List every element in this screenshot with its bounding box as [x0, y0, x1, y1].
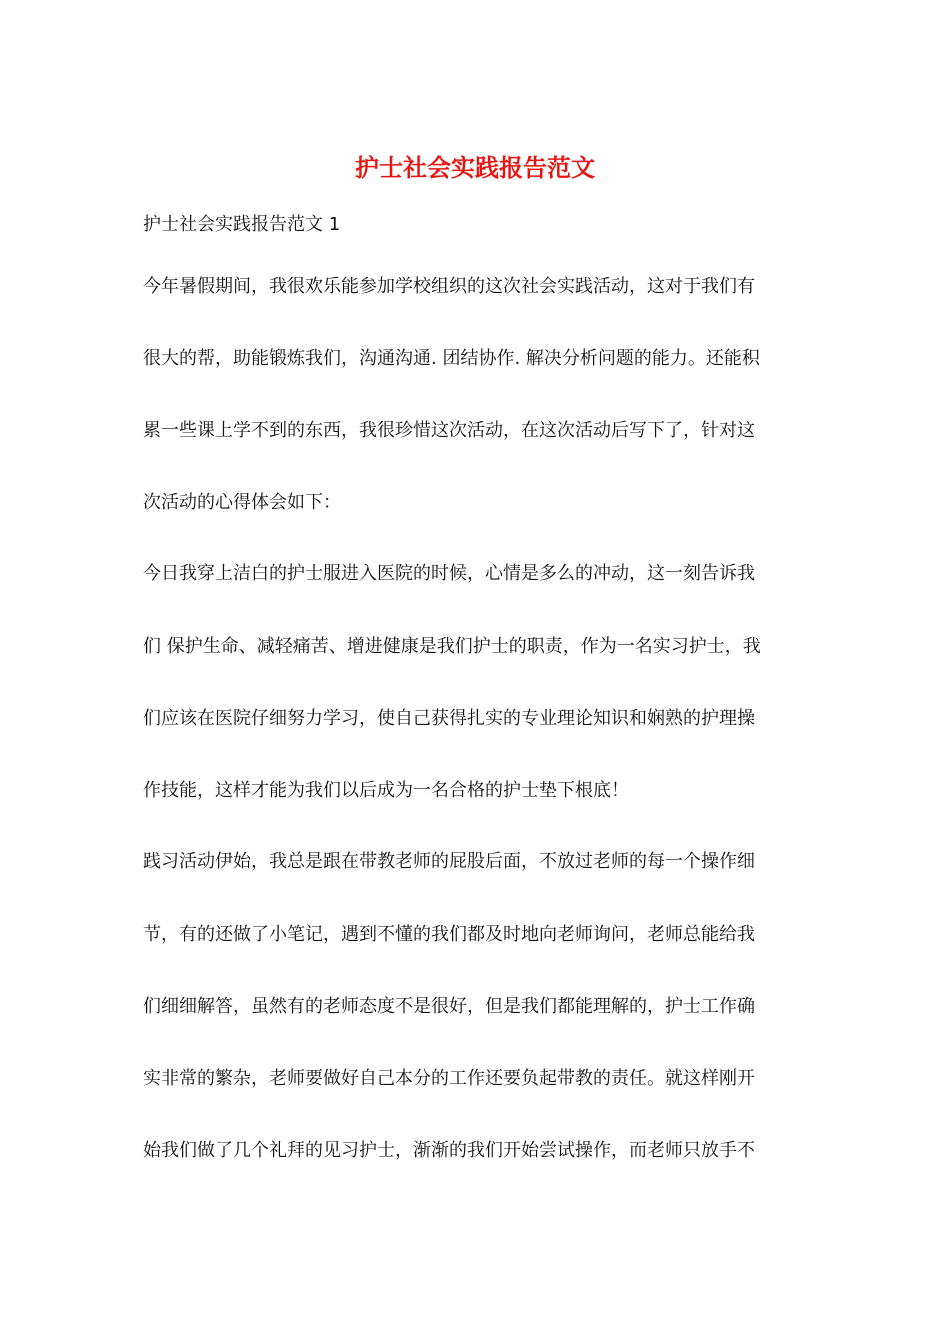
body-line: 今日我穿上洁白的护士服进入医院的时候，心情是多么的冲动，这一刻告诉我 — [143, 563, 755, 584]
body-line: 们细细解答，虽然有的老师态度不是很好，但是我们都能理解的，护士工作确 — [143, 996, 755, 1017]
body-line: 践习活动伊始，我总是跟在带教老师的屁股后面，不放过老师的每一个操作细 — [143, 851, 755, 872]
body-line: 作技能，这样才能为我们以后成为一名合格的护士垫下根底！ — [143, 780, 629, 801]
section-heading: 护士社会实践报告范文 1 — [143, 214, 341, 235]
body-line: 始我们做了几个礼拜的见习护士，渐渐的我们开始尝试操作，而老师只放手不 — [143, 1140, 755, 1161]
body-line: 今年暑假期间，我很欢乐能参加学校组织的这次社会实践活动，这对于我们有 — [143, 276, 755, 297]
body-line: 很大的帮，助能锻炼我们，沟通沟通. 团结协作. 解决分析问题的能力。还能积 — [143, 348, 760, 369]
body-line: 次活动的心得体会如下： — [143, 492, 341, 513]
body-line: 们应该在医院仔细努力学习，使自己获得扎实的专业理论知识和娴熟的护理操 — [143, 708, 755, 729]
body-line: 们 保护生命、减轻痛苦、增进健康是我们护士的职责，作为一名实习护士，我 — [143, 636, 761, 657]
body-line: 实非常的繁杂，老师要做好自己本分的工作还要负起带教的责任。就这样刚开 — [143, 1068, 755, 1089]
body-line: 累一些课上学不到的东西，我很珍惜这次活动，在这次活动后写下了，针对这 — [143, 420, 755, 441]
document-title: 护士社会实践报告范文 — [355, 153, 595, 182]
body-line: 节，有的还做了小笔记，遇到不懂的我们都及时地向老师询问，老师总能给我 — [143, 924, 755, 945]
